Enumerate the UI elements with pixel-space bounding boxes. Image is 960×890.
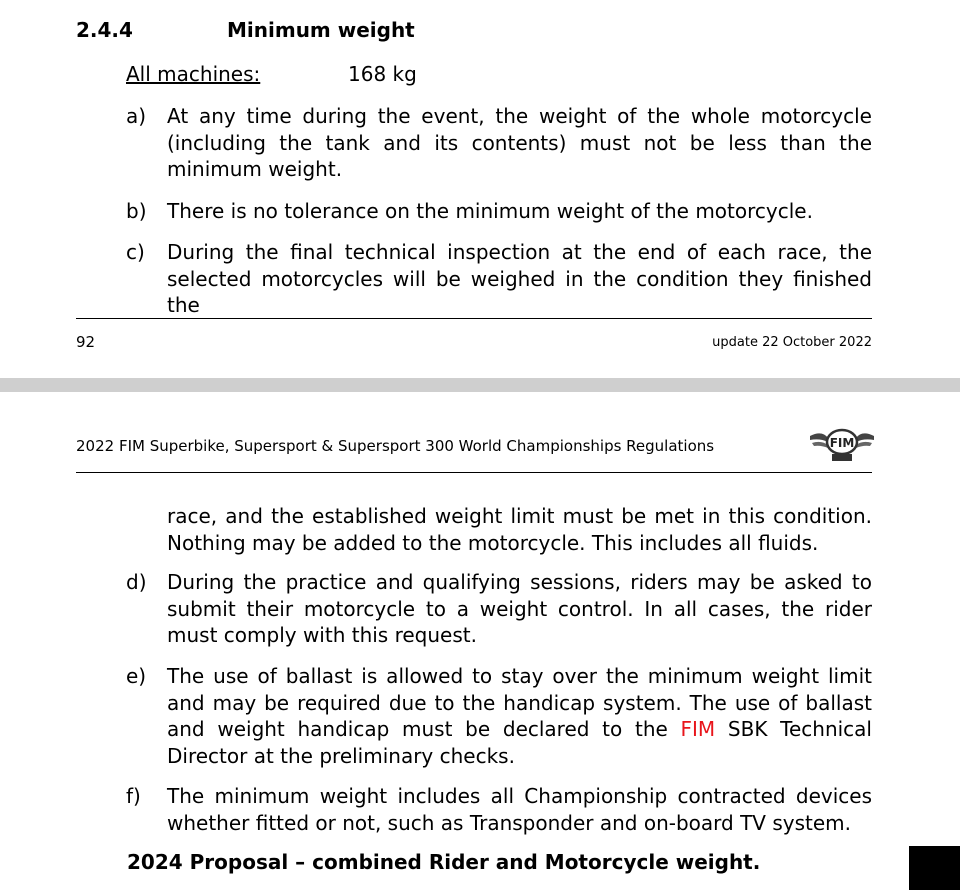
header-rule bbox=[76, 472, 872, 473]
list-item-d bbox=[126, 569, 872, 649]
update-date: update 22 October 2022 bbox=[712, 335, 872, 350]
fim-logo bbox=[808, 424, 876, 464]
machines-label: All machines: bbox=[126, 62, 261, 86]
list-item-b bbox=[126, 198, 872, 225]
list-letter: b) bbox=[126, 199, 147, 223]
list-text-after: SBK Technical Director at the preliminary checks. bbox=[167, 717, 872, 768]
list-text: At any time during the event, the weight of the whole motorcycle (including the tank and its contents) must not be less than the minimum weight. bbox=[167, 104, 872, 181]
list-item-e bbox=[126, 663, 872, 769]
section-number: 2.4.4 bbox=[76, 18, 133, 42]
list-item-f bbox=[126, 783, 872, 836]
page-separator bbox=[0, 378, 960, 392]
list-letter: c) bbox=[126, 240, 145, 264]
list-text: During the final technical inspection at the end of each race, the selected motorcycles will be weighed in the condition they finished the bbox=[167, 240, 872, 317]
fim-highlight: FIM bbox=[680, 717, 716, 741]
section-title: Minimum weight bbox=[227, 18, 415, 42]
list-letter: d) bbox=[126, 570, 147, 594]
continuation-text: race, and the established weight limit must be met in this condition. Nothing may be added to the motorcycle. This includes all fluids. bbox=[167, 504, 872, 555]
logo-text: FIM bbox=[829, 436, 855, 450]
list-item-c bbox=[126, 239, 872, 319]
proposal-heading: 2024 Proposal – combined Rider and Motorcycle weight. bbox=[127, 850, 761, 874]
list-text-before: The use of ballast is allowed to stay over the minimum weight limit and may be required due to the handicap system. The use of ballast and weight handicap must be declared to the bbox=[167, 664, 872, 741]
list-text: There is no tolerance on the minimum weight of the motorcycle. bbox=[167, 199, 813, 223]
list-text: During the practice and qualifying sessions, riders may be asked to submit their motorcycle to a weight control. In all cases, the rider must comply with this request. bbox=[167, 570, 872, 647]
list-letter: e) bbox=[126, 664, 147, 688]
list-letter: f) bbox=[126, 784, 141, 808]
list-item-a bbox=[126, 103, 872, 183]
footer-rule bbox=[76, 318, 872, 319]
machines-value: 168 kg bbox=[348, 62, 417, 86]
running-header: 2022 FIM Superbike, Supersport & Supersport 300 World Championships Regulations bbox=[76, 437, 715, 455]
document-page-1 bbox=[0, 0, 960, 378]
list-text bbox=[167, 663, 872, 769]
black-block bbox=[909, 846, 960, 890]
page-number: 92 bbox=[76, 333, 96, 351]
list-text: The minimum weight includes all Championship contracted devices whether fitted or not, such as Transponder and on-board TV system. bbox=[167, 784, 872, 835]
list-letter: a) bbox=[126, 104, 147, 128]
